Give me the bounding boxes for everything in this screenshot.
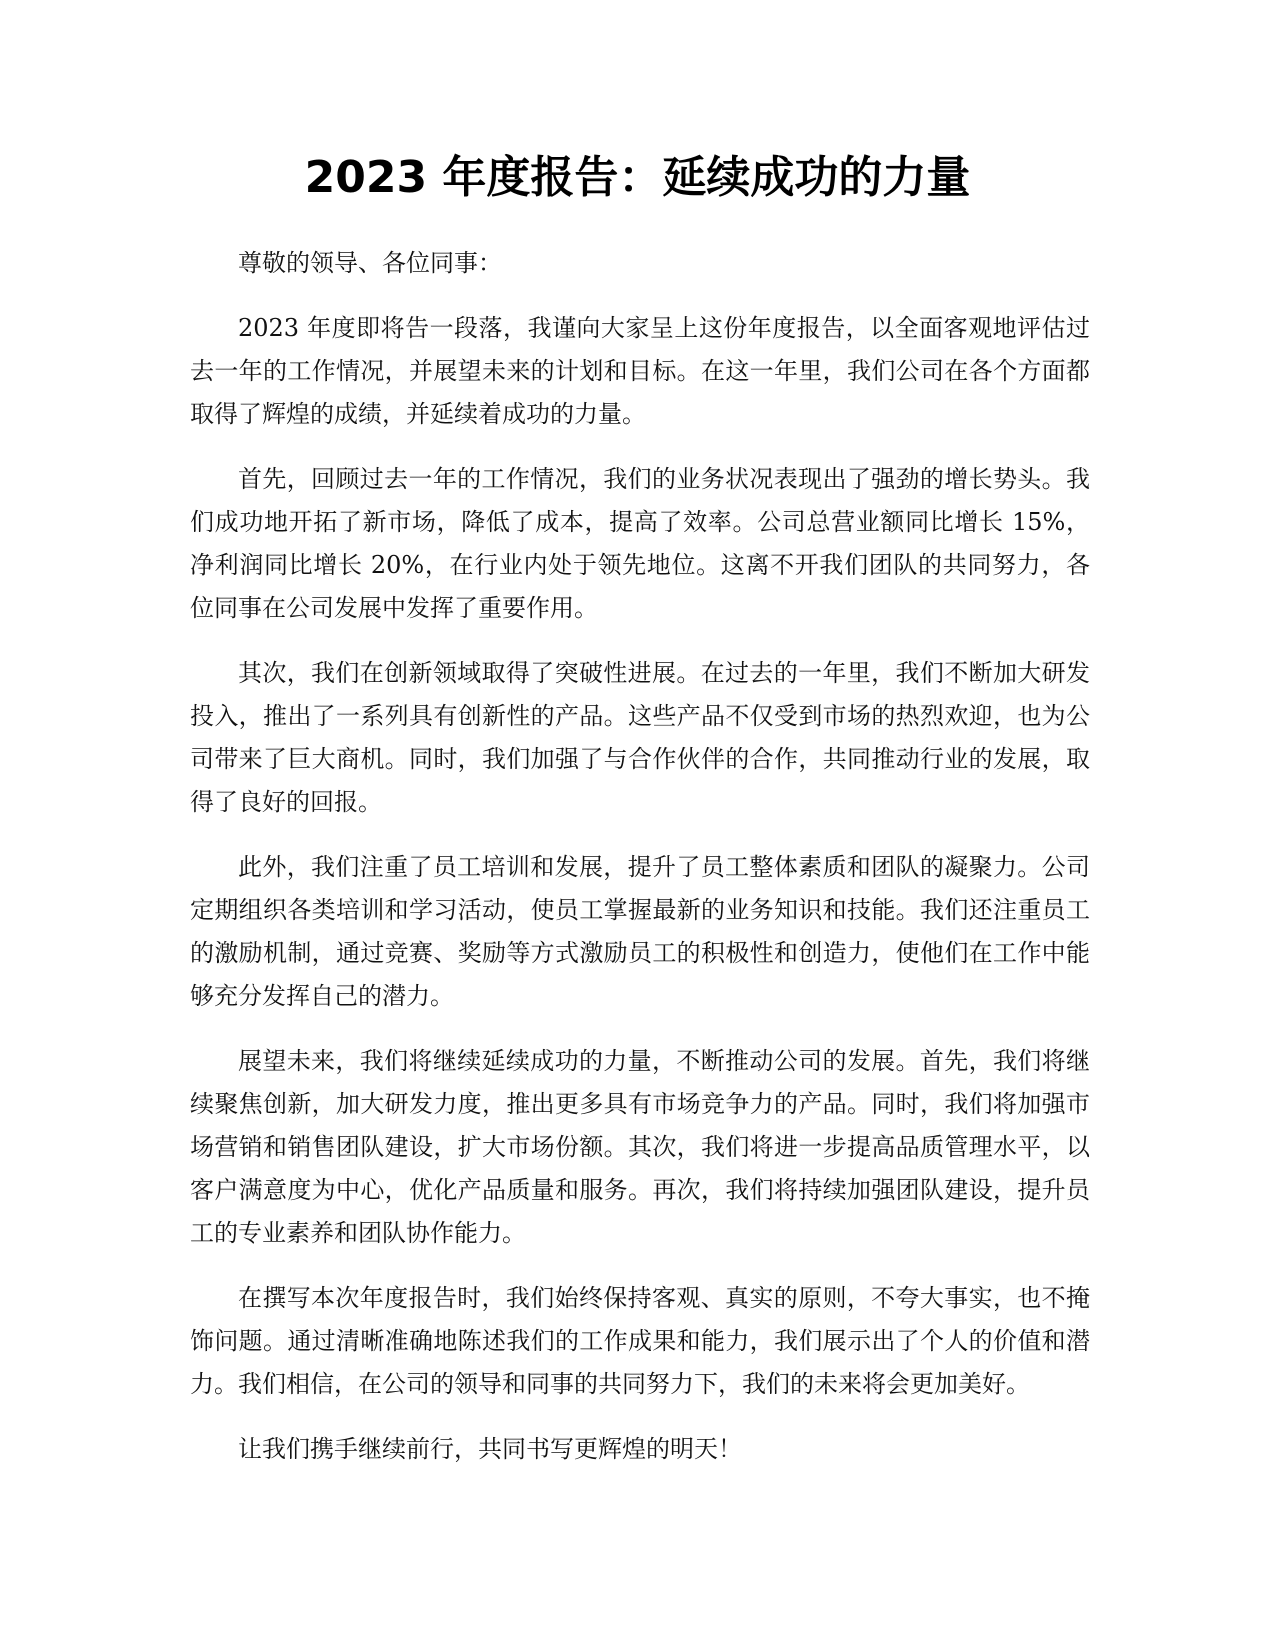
paragraph-employee-development: 此外，我们注重了员工培训和发展，提升了员工整体素质和团队的凝聚力。公司定期组织各类培训和学习活动，使员工掌握最新的业务知识和技能。我们还注重员工的激励机制，通过竞赛、奖励等方式激励员工的积极性和创造力，使他们在工作中能够充分发挥自己的潜力。 [190, 853, 1090, 1010]
paragraph-introduction: 2023 年度即将告一段落，我谨向大家呈上这份年度报告，以全面客观地评估过去一年的工作情况，并展望未来的计划和目标。在这一年里，我们公司在各个方面都取得了辉煌的成绩，并延续着成功的力量。 [190, 314, 1090, 428]
paragraph-innovation: 其次，我们在创新领域取得了突破性进展。在过去的一年里，我们不断加大研发投入，推出了一系列具有创新性的产品。这些产品不仅受到市场的热烈欢迎，也为公司带来了巨大商机。同时，我们加强了与合作伙伴的合作，共同推动行业的发展，取得了良好的回报。 [190, 659, 1090, 816]
paragraph-outlook: 展望未来，我们将继续延续成功的力量，不断推动公司的发展。首先，我们将继续聚焦创新，加大研发力度，推出更多具有市场竞争力的产品。同时，我们将加强市场营销和销售团队建设，扩大市场份额。其次，我们将进一步提高品质管理水平，以客户满意度为中心，优化产品质量和服务。再次，我们将持续加强团队建设，提升员工的专业素养和团队协作能力。 [190, 1047, 1090, 1247]
paragraph-business-review: 首先，回顾过去一年的工作情况，我们的业务状况表现出了强劲的增长势头。我们成功地开拓了新市场，降低了成本，提高了效率。公司总营业额同比增长 15%，净利润同比增长 20%，在行业内处于领先地位。这离不开我们团队的共同努力，各位同事在公司发展中发挥了重要作用。 [190, 465, 1090, 622]
paragraph-closing: 让我们携手继续前行，共同书写更辉煌的明天！ [238, 1435, 742, 1463]
document-title: 2023 年度报告：延续成功的力量 [304, 152, 971, 203]
paragraph-salutation: 尊敬的领导、各位同事： [238, 249, 502, 277]
paragraph-principles: 在撰写本次年度报告时，我们始终保持客观、真实的原则，不夸大事实，也不掩饰问题。通过清晰准确地陈述我们的工作成果和能力，我们展示出了个人的价值和潜力。我们相信，在公司的领导和同事的共同努力下，我们的未来将会更加美好。 [190, 1284, 1090, 1398]
document-body [190, 242, 1090, 1493]
